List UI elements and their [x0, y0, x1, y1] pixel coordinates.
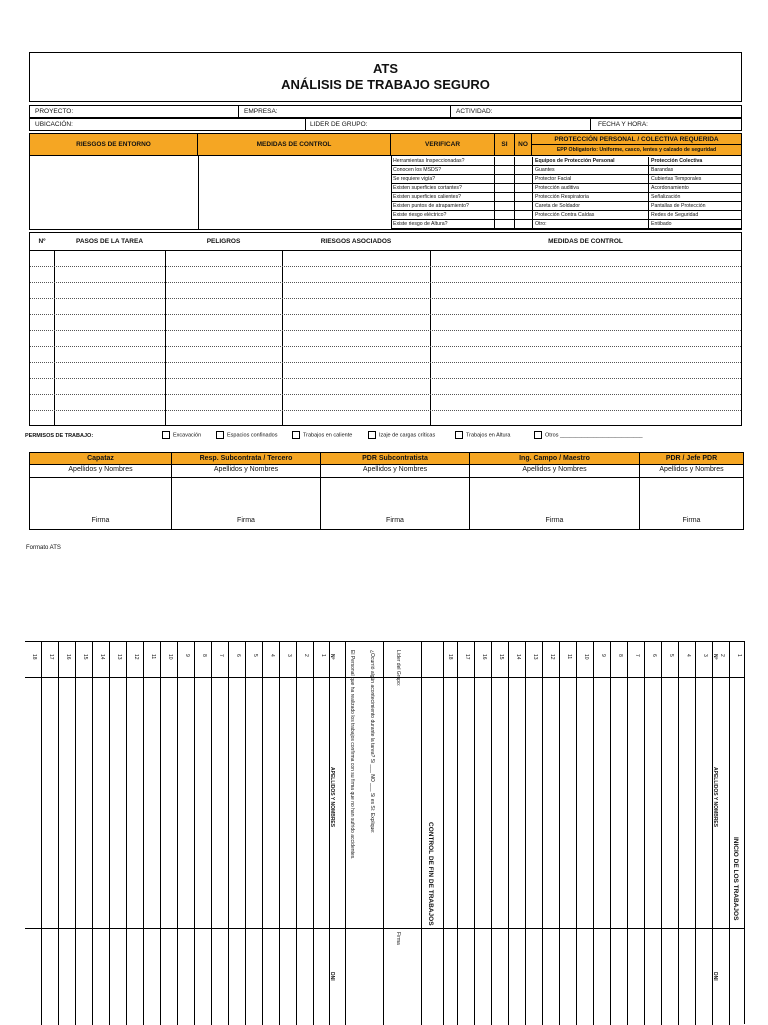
- n-header: Nº: [329, 654, 335, 660]
- ubicacion-label: UBICACIÓN:: [35, 121, 73, 128]
- row-number: 11: [566, 654, 572, 660]
- n-header-right: Nº: [712, 654, 718, 660]
- grid-line: [282, 250, 283, 425]
- lider-text: Líder del Grupo:: [395, 650, 401, 687]
- permit-option[interactable]: [216, 431, 277, 439]
- row-number: 9: [600, 654, 606, 657]
- proteccion-header: PROTECCIÓN PERSONAL / COLECTIVA REQUERIDA: [532, 134, 741, 145]
- row-number: 14: [99, 654, 105, 660]
- grid-line: [491, 642, 492, 1025]
- medidas-control-header: MEDIDAS DE CONTROL: [198, 134, 391, 156]
- signature-column: [640, 453, 743, 529]
- row-number: 1: [736, 654, 742, 657]
- info-row-1: [29, 105, 742, 118]
- grid-line: [75, 642, 76, 1025]
- epp-obligatorio: EPP Obligatorio: Uniforme, casco, lentes y calzado de seguridad: [532, 145, 741, 156]
- signature-firma-label: Firma: [386, 517, 404, 524]
- list-item: Señalización: [649, 193, 741, 202]
- permit-label: Excavación: [173, 432, 202, 439]
- no-header: NO: [515, 134, 532, 156]
- grid-line: [593, 642, 594, 1025]
- verify-question: Se requiere vigía?: [391, 175, 495, 183]
- list-item: Protección auditiva: [533, 184, 649, 193]
- row-number: 5: [252, 654, 258, 657]
- signature-role: PDR / Jefe PDR: [640, 453, 743, 465]
- verify-si-cell[interactable]: [495, 157, 515, 165]
- signature-column: [172, 453, 321, 529]
- verify-question: Herramientas Inspeccionadas?: [391, 157, 495, 165]
- signature-name-label: Apellidos y Nombres: [172, 466, 320, 478]
- permits-row: [25, 431, 725, 443]
- row-number: 18: [31, 654, 37, 660]
- grid-line: [474, 642, 475, 1025]
- grid-line: [508, 642, 509, 1025]
- row-number: 16: [65, 654, 71, 660]
- grid-line: [165, 250, 166, 425]
- verify-no-cell[interactable]: [515, 220, 532, 228]
- signature-name-label: Apellidos y Nombres: [640, 466, 743, 478]
- signature-firma-label: Firma: [682, 517, 701, 524]
- grid-line: [25, 677, 745, 678]
- list-item: Protección Respiratoria: [533, 193, 649, 202]
- grid-line: [126, 642, 127, 1025]
- permit-checkbox[interactable]: [455, 431, 463, 439]
- row-number: 14: [515, 654, 521, 660]
- row-number: 2: [719, 654, 725, 657]
- grid-line: [610, 642, 611, 1025]
- grid-line: [678, 642, 679, 1025]
- grid-line: [345, 642, 346, 1025]
- permit-checkbox[interactable]: [216, 431, 224, 439]
- apellidos-header: APELLIDOS Y NOMBRES: [329, 767, 335, 828]
- grid-line: [30, 346, 741, 347]
- verify-no-cell[interactable]: [515, 166, 532, 174]
- permit-label: Trabajos en Altura: [466, 432, 511, 439]
- statement-text: El Personal que ha realizado los trabajos confirma con su firma que no han sufrido accidentes.: [349, 650, 355, 860]
- grid-line: [430, 250, 431, 425]
- grid-line: [211, 642, 212, 1025]
- verify-question: Existe riesgo eléctrico?: [391, 211, 495, 219]
- signature-role: Resp. Subcontrata / Tercero: [172, 453, 320, 465]
- task-riesgos-header: RIESGOS ASOCIADOS: [320, 238, 392, 245]
- list-item: Otro:: [533, 220, 649, 229]
- task-medidas-header: MEDIDAS DE CONTROL: [548, 238, 623, 245]
- grid-line: [421, 642, 422, 1025]
- task-table: [29, 232, 742, 426]
- firma-text: Firma: [395, 932, 401, 945]
- grid-line: [41, 642, 42, 1025]
- list-item: Redes de Seguridad: [649, 211, 741, 220]
- verify-no-cell[interactable]: [515, 184, 532, 192]
- grid-line: [30, 394, 741, 395]
- permit-checkbox[interactable]: [534, 431, 542, 439]
- verify-si-cell[interactable]: [495, 202, 515, 210]
- row-number: 4: [269, 654, 275, 657]
- list-item: Protección Contra Caídas: [533, 211, 649, 220]
- row-number: 7: [634, 654, 640, 657]
- permit-label: Espacios confinados: [227, 432, 278, 439]
- permit-label: Trabajos en caliente: [303, 432, 353, 439]
- grid-line: [58, 642, 59, 1025]
- row-number: 16: [481, 654, 487, 660]
- row-number: 3: [702, 654, 708, 657]
- permit-label: Otros ___________________________: [545, 432, 643, 439]
- verify-no-cell[interactable]: [515, 211, 532, 219]
- fin-title: CONTROL DE FIN DE TRABAJOS: [427, 822, 434, 926]
- row-number: 9: [184, 654, 190, 657]
- row-number: 10: [583, 654, 589, 660]
- row-number: 3: [286, 654, 292, 657]
- grid-line: [30, 362, 741, 363]
- row-number: 1: [320, 654, 326, 657]
- grid-line: [30, 266, 741, 267]
- permit-option[interactable]: [292, 431, 352, 439]
- title-box: [29, 52, 742, 102]
- grid-line: [443, 642, 444, 1025]
- verify-row: [391, 202, 532, 211]
- row-number: 5: [668, 654, 674, 657]
- grid-line: [245, 642, 246, 1025]
- grid-line: [712, 642, 713, 1025]
- row-number: 18: [447, 654, 453, 660]
- list-item: Barandas: [649, 166, 741, 175]
- grid-line: [194, 642, 195, 1025]
- grid-line: [177, 642, 178, 1025]
- signature-name-label: Apellidos y Nombres: [30, 466, 171, 478]
- row-number: 15: [498, 654, 504, 660]
- task-pasos-header: PASOS DE LA TAREA: [75, 238, 144, 245]
- verify-si-cell[interactable]: [495, 184, 515, 192]
- dni-header-right: DNI: [712, 972, 718, 981]
- row-number: 2: [303, 654, 309, 657]
- grid-line: [109, 642, 110, 1025]
- permit-label: Izaje de cargas críticas: [379, 432, 436, 439]
- permits-label: PERMISOS DE TRABAJO:: [25, 433, 94, 439]
- permit-option[interactable]: [368, 431, 435, 439]
- verify-question: Existen superficies cortantes?: [391, 184, 495, 192]
- verify-row: [391, 193, 532, 202]
- list-item: Cubiertas Temporales: [649, 175, 741, 184]
- signature-role: Capataz: [30, 453, 171, 465]
- row-number: 13: [532, 654, 538, 660]
- permit-checkbox[interactable]: [162, 431, 170, 439]
- signature-column: [321, 453, 470, 529]
- grid-line: [30, 282, 741, 283]
- verify-question: Existen superficies calientes?: [391, 193, 495, 201]
- verify-list: [391, 157, 532, 229]
- verify-si-cell[interactable]: [495, 175, 515, 183]
- grid-line: [559, 642, 560, 1025]
- permit-checkbox[interactable]: [292, 431, 300, 439]
- grid-line: [661, 642, 662, 1025]
- verify-question: Conocen los MSDS?: [391, 166, 495, 174]
- grid-line: [383, 642, 384, 1025]
- grid-line: [296, 642, 297, 1025]
- row-number: 12: [133, 654, 139, 660]
- row-number: 12: [549, 654, 555, 660]
- verify-si-cell[interactable]: [495, 193, 515, 201]
- apellidos-header-right: APELLIDOS Y NOMBRES: [712, 767, 718, 828]
- inicio-title: INICIO DE LOS TRABAJOS: [732, 837, 739, 921]
- si-header: SI: [495, 134, 515, 156]
- signature-firma-label: Firma: [91, 517, 110, 524]
- list-item: Entibado: [649, 220, 741, 229]
- verify-question: Existen puntos de atrapamiento?: [391, 202, 495, 210]
- verify-row: [391, 220, 532, 229]
- row-number: 7: [218, 654, 224, 657]
- verify-si-cell[interactable]: [495, 166, 515, 174]
- grid-line: [30, 314, 741, 315]
- permit-option[interactable]: [162, 431, 201, 439]
- verify-no-cell[interactable]: [515, 202, 532, 210]
- grid-line: [542, 642, 543, 1025]
- grid-line: [30, 378, 741, 379]
- verify-row: [391, 211, 532, 220]
- lider-label: LIDER DE GRUPO:: [310, 121, 368, 128]
- task-peligros-header: PELIGROS: [206, 238, 241, 245]
- grid-line: [160, 642, 161, 1025]
- grid-line: [25, 928, 745, 929]
- list-item: Protector Facial: [533, 175, 649, 184]
- attendance-control: [25, 641, 745, 1024]
- grid-line: [627, 642, 628, 1025]
- row-number: 11: [150, 654, 156, 660]
- permit-option[interactable]: [534, 431, 643, 439]
- grid-line: [228, 642, 229, 1025]
- signature-name-label: Apellidos y Nombres: [470, 466, 639, 478]
- row-number: 15: [82, 654, 88, 660]
- list-item: Careta de Soldador: [533, 202, 649, 211]
- grid-line: [457, 642, 458, 1025]
- row-number: 4: [685, 654, 691, 657]
- task-n-header: Nº: [38, 238, 46, 245]
- verify-no-cell[interactable]: [515, 175, 532, 183]
- signature-name-label: Apellidos y Nombres: [321, 466, 469, 478]
- fecha-label: FECHA Y HORA:: [598, 121, 648, 128]
- colectiva-list: [648, 157, 741, 229]
- footer-note: Formato ATS: [26, 545, 61, 551]
- riesgos-entorno-header: RIESGOS DE ENTORNO: [30, 134, 198, 156]
- list-item: Acordonamiento: [649, 184, 741, 193]
- signature-role: PDR Subcontratista: [321, 453, 469, 465]
- verify-row: [391, 175, 532, 184]
- dni-header: DNI: [329, 972, 335, 981]
- grid-line: [525, 642, 526, 1025]
- permit-option[interactable]: [455, 431, 510, 439]
- verify-row: [391, 166, 532, 175]
- grid-line: [695, 642, 696, 1025]
- question-text: ¿Ocurrió algún acontecimiento durante la tarea? Si ___ NO ___ Si es Sí: Explique:: [369, 650, 375, 834]
- verificar-header: VERIFICAR: [391, 134, 495, 156]
- grid-line: [30, 410, 741, 411]
- grid-line: [30, 298, 741, 299]
- row-number: 10: [167, 654, 173, 660]
- info-row-2: [29, 118, 742, 131]
- row-number: 8: [617, 654, 623, 657]
- list-title: Protección Colectiva: [649, 157, 741, 166]
- grid-line: [576, 642, 577, 1025]
- row-number: 13: [116, 654, 122, 660]
- signatures-table: [29, 452, 744, 530]
- row-number: 6: [651, 654, 657, 657]
- verify-row: [391, 157, 532, 166]
- row-number: 8: [201, 654, 207, 657]
- row-number: 17: [464, 654, 470, 660]
- list-item: Guantes: [533, 166, 649, 175]
- grid-line: [329, 642, 330, 1025]
- grid-line: [92, 642, 93, 1025]
- entorno-section: [29, 133, 742, 230]
- empresa-label: EMPRESA:: [244, 108, 278, 115]
- grid-line: [313, 642, 314, 1025]
- row-number: 17: [48, 654, 54, 660]
- epp-list: [532, 157, 648, 229]
- grid-line: [143, 642, 144, 1025]
- verify-row: [391, 184, 532, 193]
- signature-role: Ing. Campo / Maestro: [470, 453, 639, 465]
- signature-firma-label: Firma: [545, 517, 564, 524]
- proyecto-label: PROYECTO:: [35, 108, 74, 115]
- grid-line: [30, 250, 741, 251]
- verify-no-cell[interactable]: [515, 157, 532, 165]
- doc-title: ATS: [372, 61, 399, 76]
- list-title: Equipos de Protección Personal: [533, 157, 649, 166]
- signature-firma-label: Firma: [237, 517, 255, 524]
- grid-line: [54, 250, 55, 425]
- verify-si-cell[interactable]: [495, 211, 515, 219]
- signature-column: [470, 453, 640, 529]
- verify-question: Existe riesgo de Altura?: [391, 220, 495, 228]
- list-item: Pantallas de Protección: [649, 202, 741, 211]
- grid-line: [729, 642, 730, 1025]
- verify-si-cell[interactable]: [495, 220, 515, 228]
- doc-subtitle: ANÁLISIS DE TRABAJO SEGURO: [281, 77, 490, 92]
- permit-checkbox[interactable]: [368, 431, 376, 439]
- signature-column: [30, 453, 172, 529]
- grid-line: [279, 642, 280, 1025]
- grid-line: [30, 330, 741, 331]
- row-number: 6: [235, 654, 241, 657]
- grid-line: [262, 642, 263, 1025]
- verify-no-cell[interactable]: [515, 193, 532, 201]
- actividad-label: ACTIVIDAD:: [456, 108, 493, 115]
- grid-line: [644, 642, 645, 1025]
